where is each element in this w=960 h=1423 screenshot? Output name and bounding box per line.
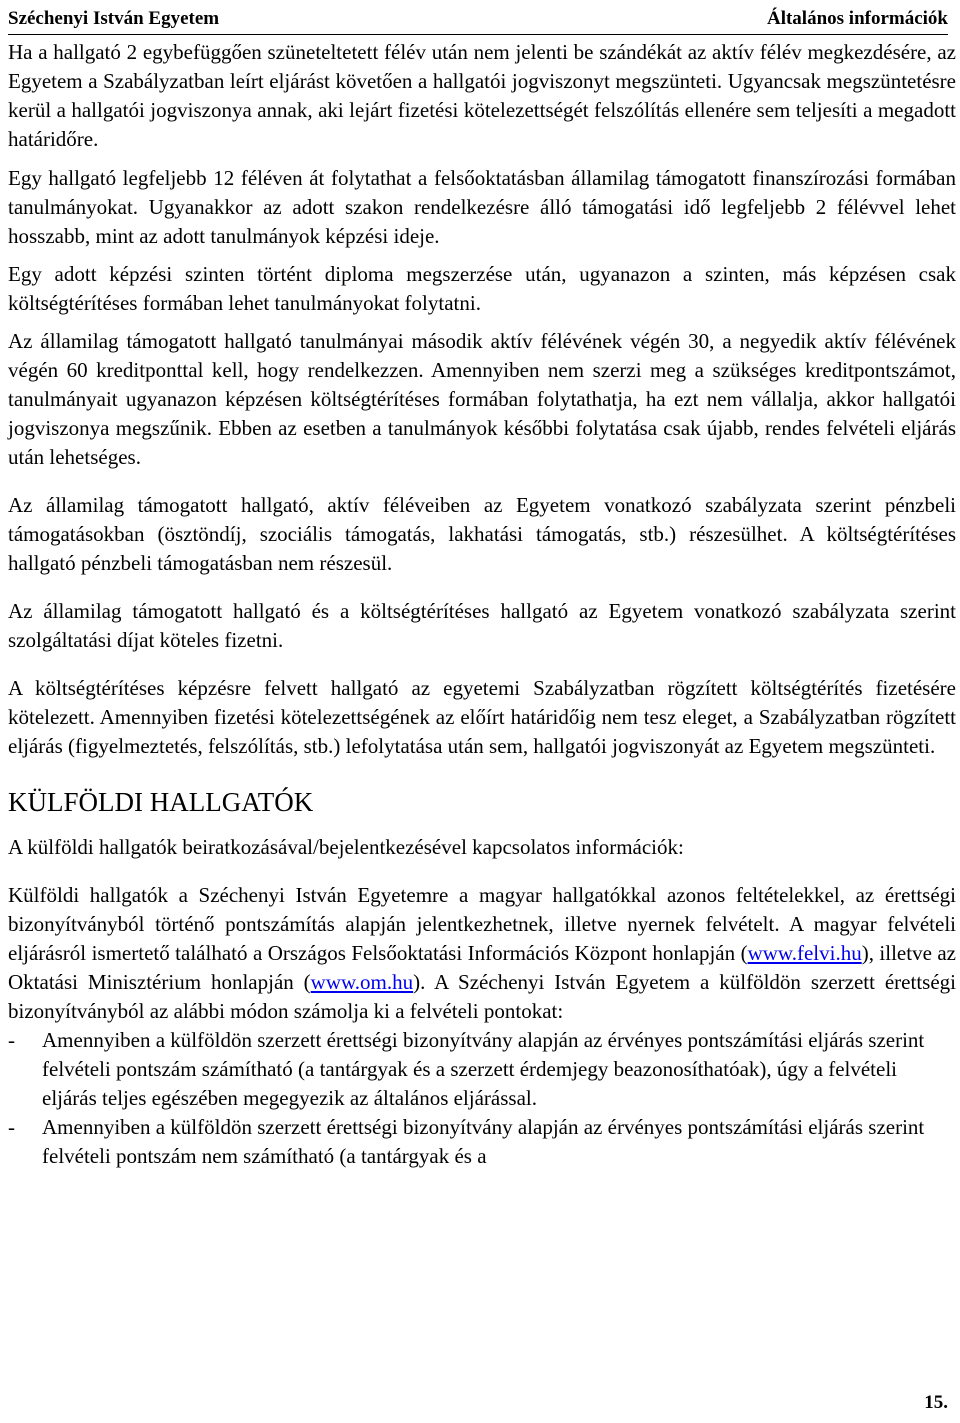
section-heading: KÜLFÖLDI HALLGATÓK (8, 787, 314, 817)
list-item-text: Amennyiben a külföldön szerzett érettségi bizonyítvány alapján az érvényes pontszámítási eljárás szerint felvételi pontszám számítható (a tantárgyak és a szerzett érdemjegy beazonosíthatóak), úgy a felvételi eljárás teljes egészében megegyezik az általános eljárással. (42, 1028, 925, 1110)
list-item (8, 1026, 956, 1113)
section-intro: A külföldi hallgatók beiratkozásával/bejelentkezésével kapcsolatos információk: (8, 835, 684, 859)
header-section-title: Általános információk (766, 8, 948, 29)
paragraph-service-fee: Az államilag támogatott hallgató és a költségtérítéses hallgató az Egyetem vonatkozó szabályzata szerint szolgáltatási díjat köteles fizetni. (8, 599, 956, 652)
section-body-text-3: ). A Széchenyi István Egyetem a külföldön szerzett érettségi bizonyítványból az alábbi módon számolja ki a felvételi pontokat: (8, 970, 956, 1023)
list-item-text: Amennyiben a külföldön szerzett érettségi bizonyítvány alapján az érvényes pontszámítási eljárás szerint felvételi pontszám nem számítható (a tantárgyak és a (42, 1115, 925, 1168)
list-dash: - (8, 1115, 15, 1139)
section-body-text-2: ), illetve az Oktatási Minisztérium honlapján ( (8, 941, 956, 994)
list-dash: - (8, 1028, 15, 1052)
paragraph-tuition: A költségtérítéses képzésre felvett hallgató az egyetemi Szabályzatban rögzített költségtérítés fizetésére kötelezett. Amennyiben fizetési kötelezettségének az előírt határidőig nem tesz eleget, a Szabályzatban rögzített eljárás (figyelmeztetés, felszólítás, stb.) lefolytatása után sem, hallgatói jogviszonyát az Egyetem megszünteti. (8, 676, 956, 758)
paragraph-suspension: Ha a hallgató 2 egybefüggően szüneteltetett félév után nem jelenti be szándékát az aktív félév megkezdésére, az Egyetem a Szabályzatban leírt eljárást követően a hallgatói jogviszonyt megszünteti. Ugyancsak megszüntetésre kerül a hallgatói jogviszonya annak, aki lejárt fizetési kötelezettségét felszólítás ellenére sem teljesíti a megadott határidőre. (8, 40, 956, 151)
section-body-text-1: Külföldi hallgatók a Széchenyi István Egyetemre a magyar hallgatókkal azonos feltételekkel, az érettségi bizonyítványból történő pontszámítás alapján jelentkezhetnek, illetve nyernek felvételt. A magyar felvételi eljárásról ismertető található a Országos Felsőoktatási Információs Központ honlapján ( (8, 883, 956, 965)
paragraph-financial-support: Az államilag támogatott hallgató, aktív féléveiben az Egyetem vonatkozó szabályzata szerint pénzbeli támogatásokban (ösztöndíj, szociális támogatás, lakhatási támogatás, stb.) részesülhet. A költségtérítéses hallgató pénzbeli támogatásban nem részesül. (8, 493, 956, 575)
page-number: 15. (924, 1392, 948, 1413)
section-body (8, 881, 956, 1026)
felvi-link[interactable]: www.felvi.hu (747, 941, 862, 965)
document-body (8, 38, 956, 1171)
om-link[interactable]: www.om.hu (310, 970, 414, 994)
list-item (8, 1113, 956, 1171)
paragraph-semester-limit: Egy hallgató legfeljebb 12 féléven át folytathat a felsőoktatásban államilag támogatott finanszírozási formában tanulmányokat. Ugyanakkor az adott szakon rendelkezésre álló támogatási idő legfeljebb 2 félévvel lehet hosszabb, mint az adott tanulmányok képzési ideje. (8, 166, 956, 248)
paragraph-credits: Az államilag támogatott hallgató tanulmányai második aktív félévének végén 30, a negyedik aktív félévének végén 60 kreditponttal kell, hogy rendelkezzen. Amennyiben nem szerzi meg a szükséges kreditpontszámot, tanulmányait ugyanazon képzésen költségtérítéses formában folytathatja, ha ezt nem vállalja, akkor hallgatói jogviszonya megszűnik. Ebben az esetben a tanulmányok későbbi folytatása csak újabb, rendes felvételi eljárás után lehetséges. (8, 329, 956, 469)
paragraph-diploma: Egy adott képzési szinten történt diploma megszerzése után, ugyanazon a szinten, más képzésen csak költségtérítéses formában lehet tanulmányokat folytatni. (8, 262, 956, 315)
page-header (8, 4, 948, 35)
header-institution: Széchenyi István Egyetem (8, 8, 220, 29)
